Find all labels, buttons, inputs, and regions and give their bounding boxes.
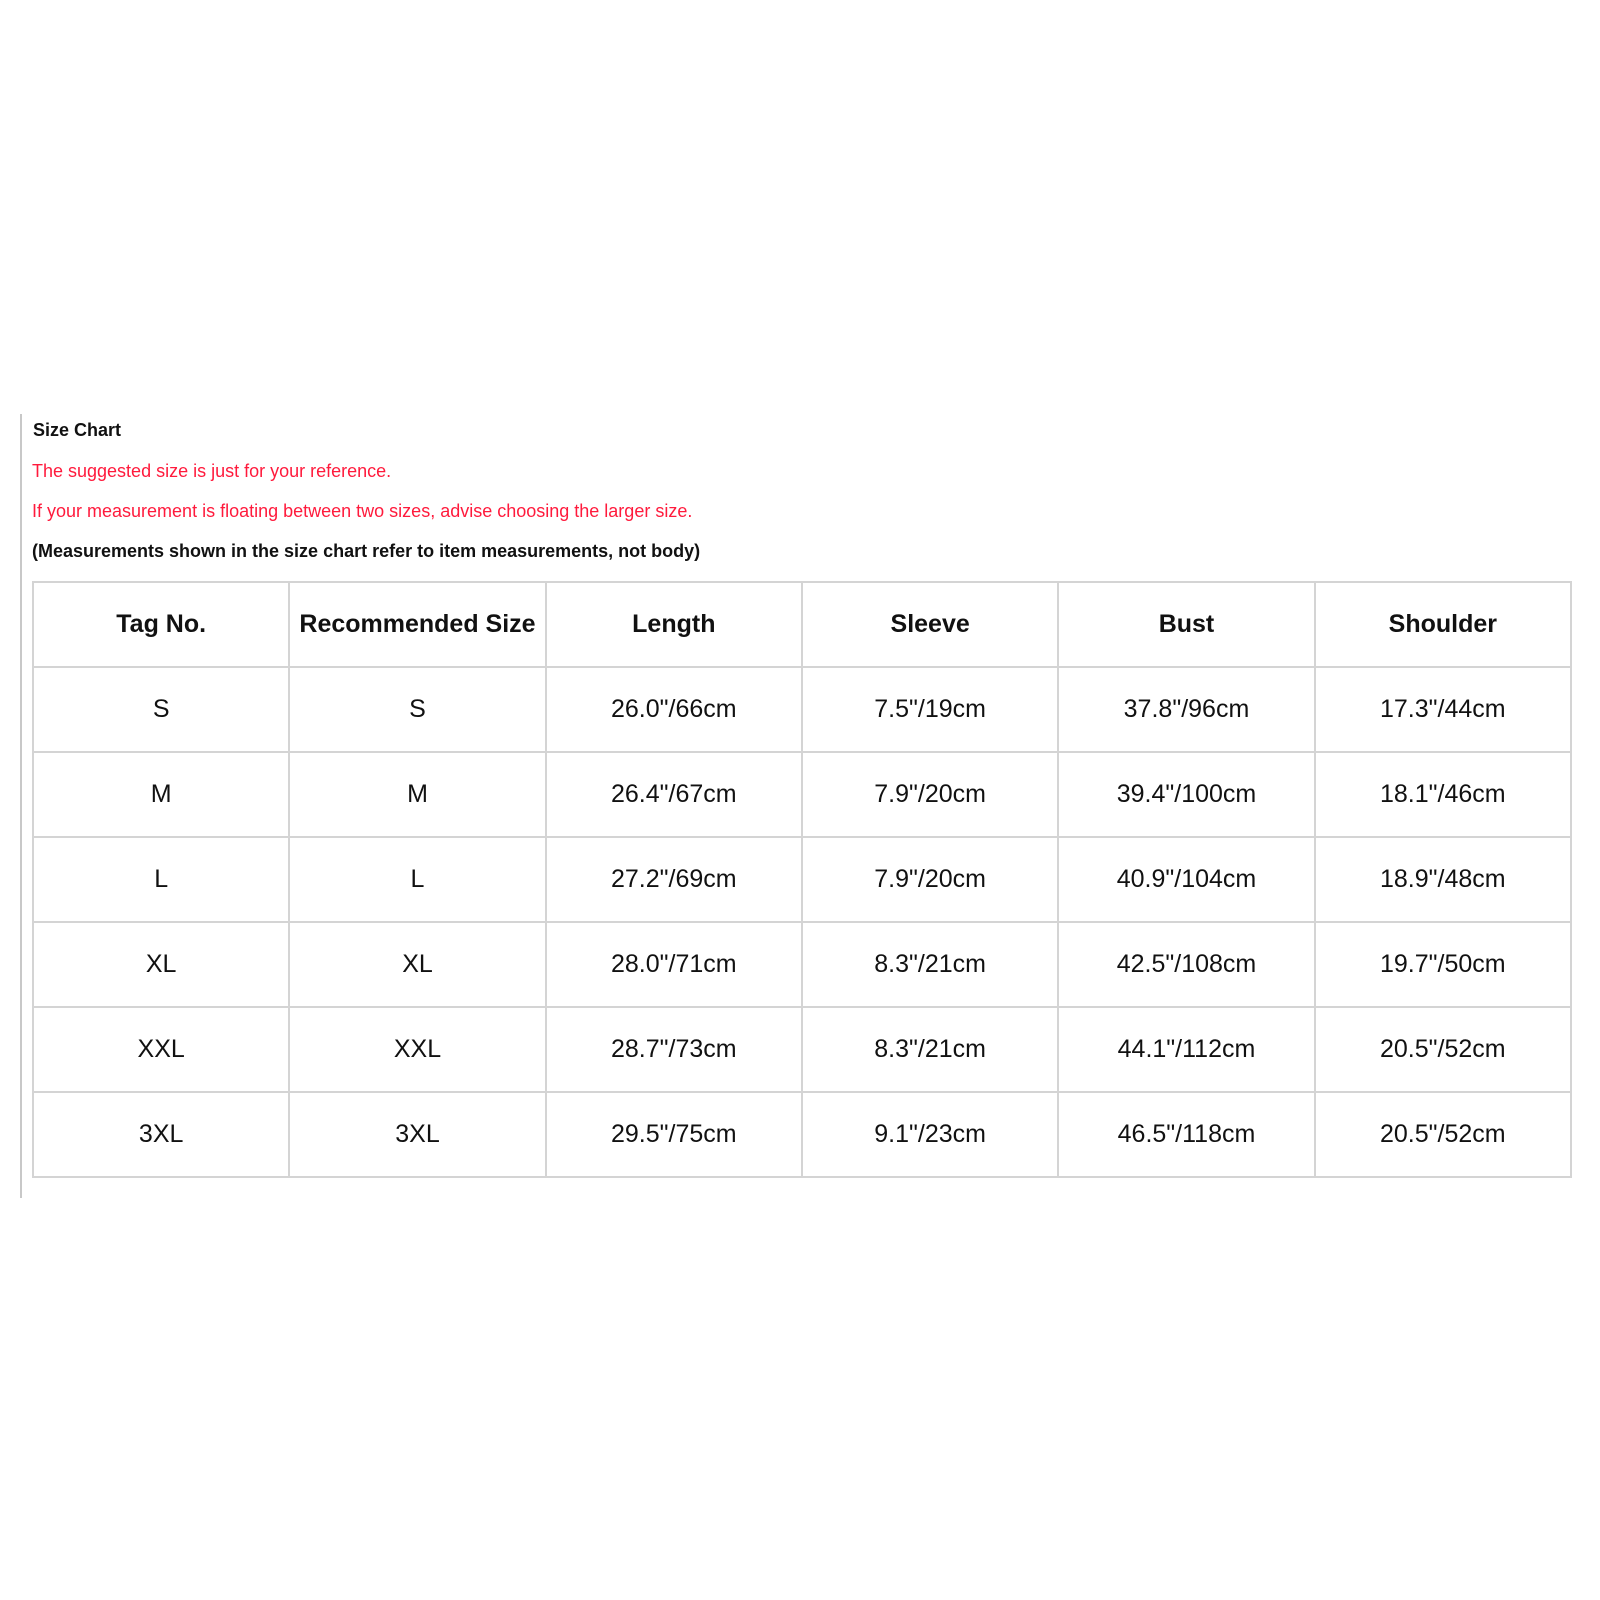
cell-tag-no: 3XL (33, 1092, 289, 1177)
table-row (33, 752, 1571, 837)
table-row (33, 922, 1571, 1007)
header-recommended-size: Recommended Size (289, 582, 545, 667)
size-chart-panel (20, 414, 1582, 1198)
cell-bust: 37.8"/96cm (1058, 667, 1314, 752)
cell-length: 27.2"/69cm (546, 837, 802, 922)
cell-sleeve: 8.3"/21cm (802, 922, 1058, 1007)
cell-recommended-size: XXL (289, 1007, 545, 1092)
cell-recommended-size: S (289, 667, 545, 752)
table-row (33, 837, 1571, 922)
cell-length: 28.7"/73cm (546, 1007, 802, 1092)
header-bust: Bust (1058, 582, 1314, 667)
cell-tag-no: S (33, 667, 289, 752)
cell-recommended-size: 3XL (289, 1092, 545, 1177)
cell-sleeve: 7.9"/20cm (802, 837, 1058, 922)
cell-length: 29.5"/75cm (546, 1092, 802, 1177)
cell-recommended-size: XL (289, 922, 545, 1007)
cell-shoulder: 17.3"/44cm (1315, 667, 1571, 752)
size-table (32, 581, 1572, 1178)
page-title: Size Chart (33, 420, 122, 440)
table-row (33, 1007, 1571, 1092)
cell-recommended-size: M (289, 752, 545, 837)
cell-bust: 40.9"/104cm (1058, 837, 1314, 922)
cell-shoulder: 18.1"/46cm (1315, 752, 1571, 837)
table-row (33, 667, 1571, 752)
cell-length: 26.4"/67cm (546, 752, 802, 837)
header-tag-no: Tag No. (33, 582, 289, 667)
header-shoulder: Shoulder (1315, 582, 1571, 667)
cell-bust: 42.5"/108cm (1058, 922, 1314, 1007)
cell-bust: 39.4"/100cm (1058, 752, 1314, 837)
cell-tag-no: M (33, 752, 289, 837)
cell-tag-no: XXL (33, 1007, 289, 1092)
table-header-row (33, 582, 1571, 667)
cell-recommended-size: L (289, 837, 545, 922)
header-sleeve: Sleeve (802, 582, 1058, 667)
cell-bust: 44.1"/112cm (1058, 1007, 1314, 1092)
cell-tag-no: XL (33, 922, 289, 1007)
reference-note: The suggested size is just for your reference. (32, 461, 392, 481)
cell-shoulder: 19.7"/50cm (1315, 922, 1571, 1007)
measurement-disclaimer: (Measurements shown in the size chart refer to item measurements, not body) (32, 541, 701, 561)
cell-sleeve: 9.1"/23cm (802, 1092, 1058, 1177)
sizing-advice-note: If your measurement is floating between two sizes, advise choosing the larger size. (32, 501, 693, 521)
cell-shoulder: 18.9"/48cm (1315, 837, 1571, 922)
cell-sleeve: 8.3"/21cm (802, 1007, 1058, 1092)
table-row (33, 1092, 1571, 1177)
cell-sleeve: 7.5"/19cm (802, 667, 1058, 752)
cell-shoulder: 20.5"/52cm (1315, 1007, 1571, 1092)
cell-shoulder: 20.5"/52cm (1315, 1092, 1571, 1177)
header-length: Length (546, 582, 802, 667)
cell-length: 28.0"/71cm (546, 922, 802, 1007)
cell-length: 26.0"/66cm (546, 667, 802, 752)
cell-bust: 46.5"/118cm (1058, 1092, 1314, 1177)
cell-tag-no: L (33, 837, 289, 922)
cell-sleeve: 7.9"/20cm (802, 752, 1058, 837)
